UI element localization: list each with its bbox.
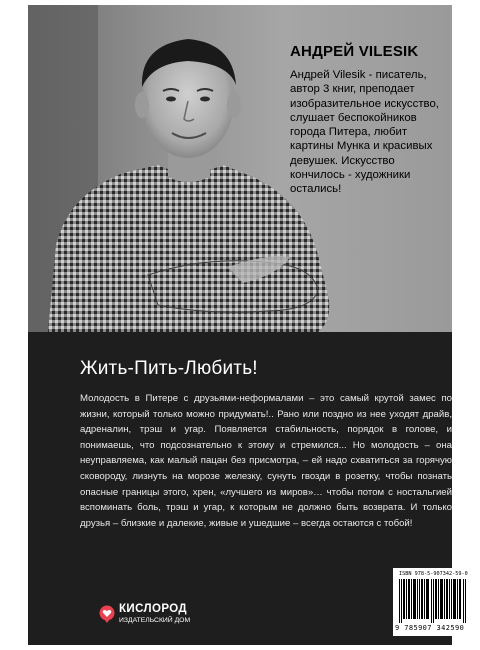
heart-pin-icon <box>99 605 115 623</box>
author-name: АНДРЕЙ VILESIK <box>290 43 419 60</box>
publisher-subtitle: ИЗДАТЕЛЬСКИЙ ДОМ <box>119 617 191 624</box>
author-photo <box>28 5 452 332</box>
ean-number: 9 785907 342590 <box>395 624 465 632</box>
isbn-label: ISBN 978-5-907342-59-0 <box>399 571 468 577</box>
book-back-cover <box>28 5 468 645</box>
barcode-bars <box>397 579 469 623</box>
author-bio: Андрей Vilesik - писатель, автор 3 книг, преподает изобразительное искусство, слушает беспокойников города Питера, любит картины Мунка и красивых девушек. Искусство кончилось - художники остались! <box>290 69 439 196</box>
publisher-name: КИСЛОРОД <box>119 603 188 615</box>
book-title: Жить-Пить-Любить! <box>80 358 258 379</box>
book-blurb: Молодость в Питере с друзьями-неформалами – это самый крутой замес по жизни, который только можно придумать!.. Рано или поздно из нее уходят драйв, адреналин, трэш и угар. Появляется стабильность, порядок в голове, и понимаешь, что подсознательно к этому и стремился... Но молодость – она неуправляема, как малый пацан без присмотра, – ей надо схватиться за горячую сковороду, лизнуть на морозе железку, сунуть гвозди в розетку, чтобы познать опасные границы этого, хрен, «лучшего из миров»… чтобы потом с ностальгией вспоминать боль, трэш и угар, к которым не должно быть возврата. И только друзья – близкие и далекие, живые и ушедшие – всегда остаются с тобой! <box>80 393 452 529</box>
isbn-barcode <box>393 568 473 636</box>
